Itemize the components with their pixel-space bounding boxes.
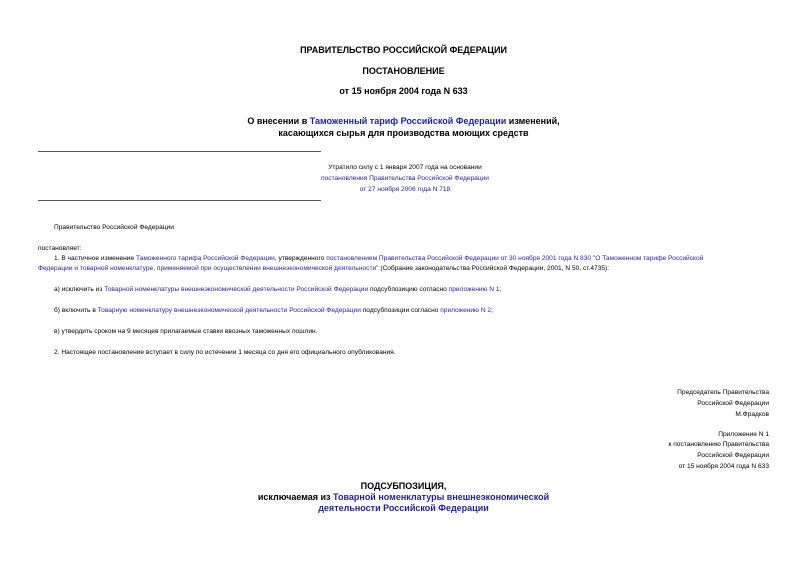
paragraph-2: 2. Настоящее постановление вступает в силу по истечении 1 месяца со дня его официального опубликования. [54,349,396,356]
document-title-line2: касающихся сырья для производства моющих средств [278,128,529,138]
status-divider-top [38,151,321,152]
status-link-date[interactable]: от 27 ноября 2006 года N 718 [359,186,451,193]
subposition-subtitle-line2[interactable]: деятельности Российской Федерации [318,503,489,513]
signature-name: М.Фрадков [735,411,769,418]
p1-decree-link[interactable]: постановлением Правительства Российской Федерации от 30 ноября 2001 года N 830 "О Таможенном тарифе Российской [326,255,704,262]
intro-text: Правительство Российской Федерации [54,224,174,231]
decrees-text: постановляет: [38,245,82,252]
document-type-heading: ПОСТАНОВЛЕНИЕ [362,66,445,76]
subpos-nomenclature-link[interactable]: Товарной номенклатуры внешнеэкономической [333,492,550,502]
title-text-after: изменений, [506,116,560,126]
subposition-heading: ПОДСУБПОЗИЦИЯ, [360,481,447,491]
paragraph-c: в) утвердить сроком на 9 месяцев прилагаемые ставки ввозных таможенных пошлин. [54,328,318,335]
pa-appendix-link[interactable]: приложению N 1 [448,286,500,293]
title-text-before: О внесении в [247,116,310,126]
status-divider-bottom [38,200,321,201]
signature-country: Российской Федерации [697,400,769,407]
pb-text: б) включить в [54,307,98,314]
p1-text: , утвержденного [274,255,327,262]
appendix-number: Приложение N 1 [718,431,769,438]
document-title-line1 [0,116,807,126]
subpos-text: исключаемая из [257,492,334,502]
p1-text: 1. В частичное изменение [54,255,136,262]
pb-nomenclature-link[interactable]: Товарную номенклатуру внешнеэкономической деятельности Российской Федерации [97,307,361,314]
pb-text: ; [491,307,493,314]
paragraph-b [54,306,493,315]
pa-text: подсубпозицию согласно [368,286,449,293]
pb-appendix-link[interactable]: приложению N 2 [440,307,492,314]
document-date-heading: от 15 ноября 2004 года N 633 [339,86,468,96]
p1-tariff-link[interactable]: Таможенного тарифа Российской Федерации [135,255,275,262]
status-text: Утратило силу с 1 января 2007 года на основании [328,164,482,171]
paragraph-1-line1 [54,254,703,263]
appendix-country: Российской Федерации [697,452,769,459]
pa-text: ; [499,286,502,293]
paragraph-a [54,285,501,294]
pb-text: подсубпозиции согласно [360,307,441,314]
title-tariff-link[interactable]: Таможенный тариф Российской Федерации [309,116,507,126]
p1-text: (Собрание законодательства Российской Федерации, 2001, N 50, ст.4735): [378,265,610,272]
paragraph-1-line2 [38,264,609,273]
p1-decree-link-cont[interactable]: Федерации и товарной номенклатуре, применяемой при осуществлении внешнеэкономической деятельности" [38,265,379,272]
pa-text: а) исключить из [54,286,105,293]
subposition-subtitle-line1 [0,492,807,502]
signature-position: Председатель Правительства [677,389,769,396]
appendix-date: от 15 ноября 2004 года N 633 [678,463,769,470]
government-heading: ПРАВИТЕЛЬСТВО РОССИЙСКОЙ ФЕДЕРАЦИИ [300,45,507,55]
pa-nomenclature-link[interactable]: Товарной номенклатуры внешнеэкономической деятельности Российской Федерации [104,286,369,293]
status-link-decree[interactable]: постановления Правительства Российской Федерации [321,175,489,182]
appendix-ref: к постановлению Правительства [668,441,769,448]
